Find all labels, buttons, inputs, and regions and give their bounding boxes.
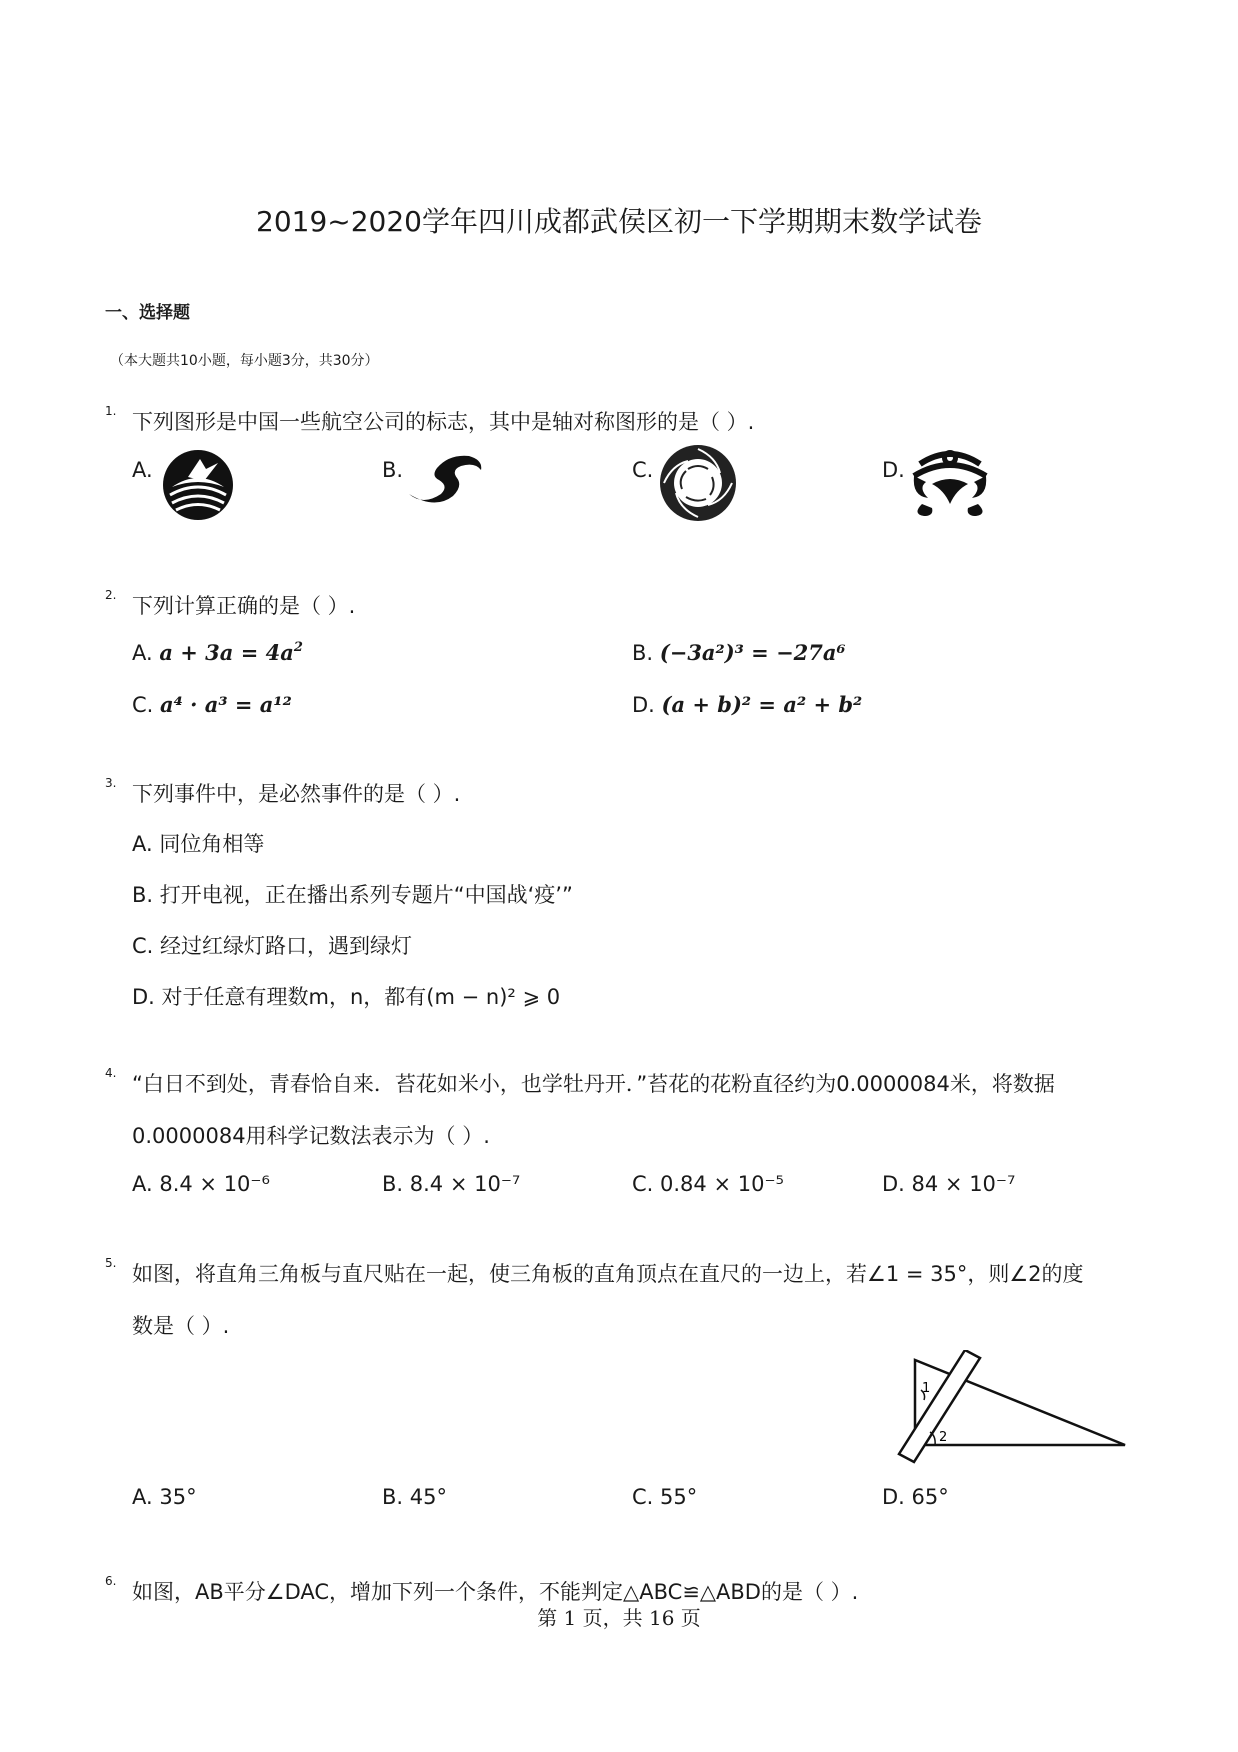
option-label: D. [882, 458, 905, 482]
option-c: C. 55° [632, 1485, 698, 1509]
option-label: C. [632, 458, 654, 482]
option-b: B. 45° [382, 1485, 447, 1509]
swirl-logo-icon [405, 450, 485, 506]
option-b: B. 8.4 × 10⁻⁷ [382, 1172, 521, 1196]
option-a: A. 35° [132, 1485, 197, 1509]
section-heading: 一、选择题 [105, 303, 190, 323]
option-c: C. 0.84 × 10⁻⁵ [632, 1172, 784, 1196]
option-label: A. [132, 458, 153, 482]
ornament-logo-icon [908, 444, 992, 520]
question-number: 2. [105, 588, 117, 602]
question-text: 如图，AB平分∠DAC，增加下列一个条件，不能判定△ABC≌△ABD的是（ ）. [132, 1580, 859, 1604]
triangle-ruler-figure [880, 1350, 1140, 1470]
question-number: 6. [105, 1574, 117, 1588]
question-text: 下列事件中，是必然事件的是（ ）. [132, 782, 461, 806]
option-d: D. (a + b)² = a² + b² [632, 692, 863, 717]
crane-logo-icon [160, 447, 236, 523]
question-number: 4. [105, 1066, 117, 1080]
option-c: C. a⁴ · a³ = a¹² [132, 692, 292, 717]
option-a: A. 同位角相等 [132, 832, 265, 856]
question-text-line2: 数是（ ）. [132, 1314, 230, 1338]
option-label: B. [382, 458, 404, 482]
question-text-line2: 0.0000084用科学记数法表示为（ ）. [132, 1124, 490, 1148]
question-text-line1: “白日不到处，青春恰自来．苔花如米小，也学牡丹开．”苔花的花粉直径约为0.0000084米，将数据 [132, 1072, 1055, 1096]
question-number: 1. [105, 404, 117, 418]
option-d: D. 对于任意有理数m，n，都有(m − n)² ⩾ 0 [132, 985, 561, 1009]
question-text: 下列图形是中国一些航空公司的标志，其中是轴对称图形的是（ ）. [132, 410, 755, 434]
question-number: 5. [105, 1256, 117, 1270]
angle-2-label: 2 [939, 1430, 948, 1445]
question-text-line1: 如图，将直角三角板与直尺贴在一起，使三角板的直角顶点在直尺的一边上，若∠1 = 35°，则∠2的度 [132, 1262, 1084, 1286]
option-b: B. (−3a²)³ = −27a⁶ [632, 640, 846, 665]
section-note: （本大题共10小题，每小题3分，共30分） [110, 353, 379, 369]
option-a: A. $a + 3a = 4a^2$ [132, 640, 303, 665]
question-text: 下列计算正确的是（ ）. [132, 594, 356, 618]
page-footer: 第 1 页，共 16 页 [537, 1606, 701, 1630]
option-d: D. 84 × 10⁻⁷ [882, 1172, 1016, 1196]
option-c: C. 经过红绿灯路口，遇到绿灯 [132, 934, 413, 958]
ring-logo-icon [658, 443, 738, 523]
page-title: 2019~2020学年四川成都武侯区初一下学期期末数学试卷 [256, 205, 982, 238]
option-a: A. 8.4 × 10⁻⁶ [132, 1172, 270, 1196]
option-b: B. 打开电视，正在播出系列专题片“中国战‘疫’” [132, 883, 573, 907]
angle-1-label: 1 [922, 1381, 931, 1396]
question-number: 3. [105, 776, 117, 790]
option-d: D. 65° [882, 1485, 949, 1509]
